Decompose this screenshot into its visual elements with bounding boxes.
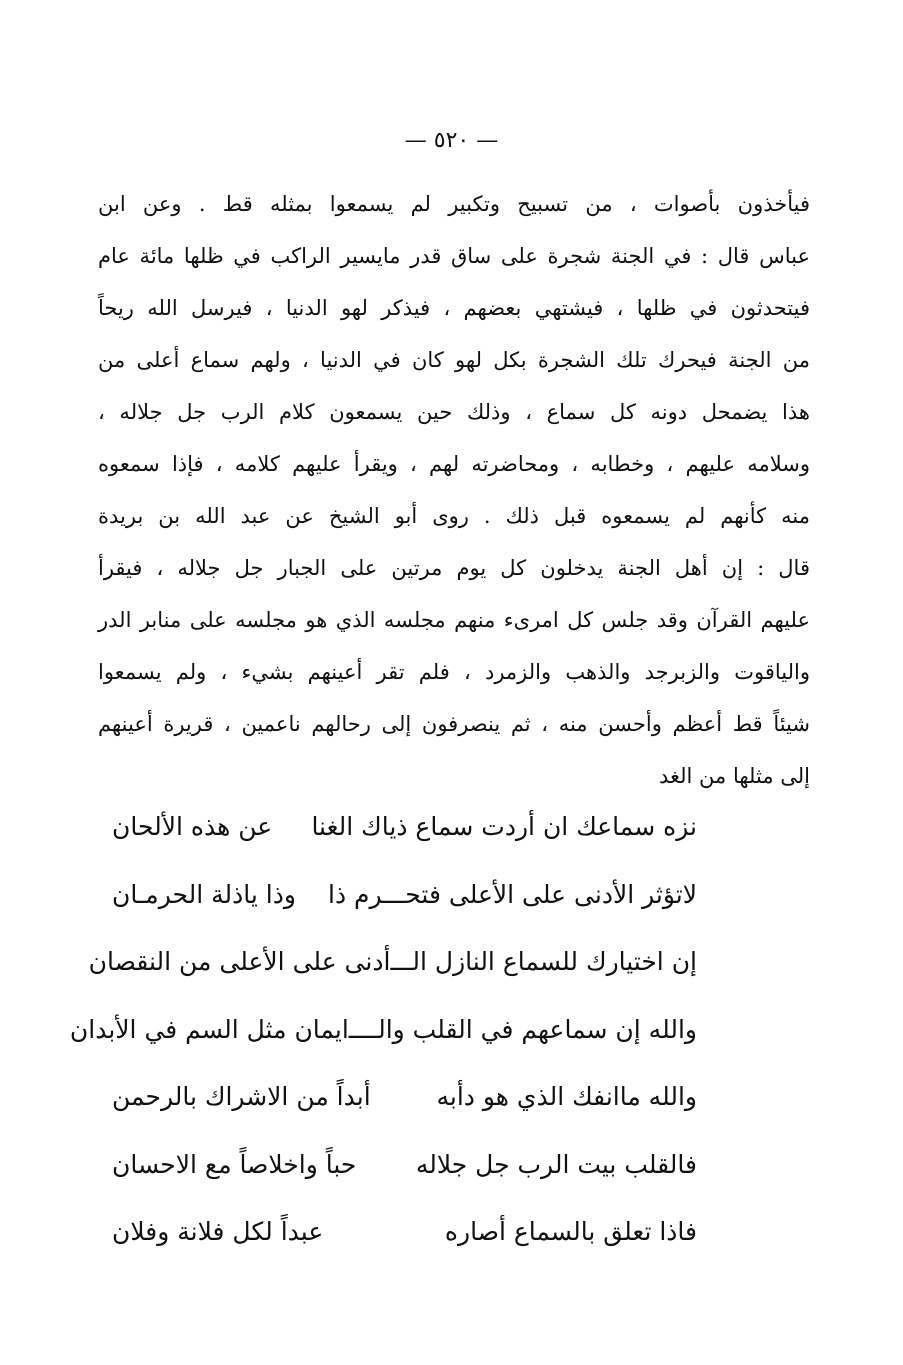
verse-first-hemistich: نزه سماعك ان أردت سماع ذياك الغنا: [311, 812, 697, 841]
prose-line: فيأخذون بأصوات ، من تسبيح وتكبير لم يسمعوا بمثله قط . وعن ابن: [98, 192, 810, 216]
verse-second-hemistich: ايمان مثل السم في الأبدان: [69, 1014, 349, 1044]
poem-verse: [112, 861, 697, 929]
verse-second-hemistich: عبداً لكل فلانة وفلان: [112, 1217, 324, 1246]
verse-first-hemistich: والله إن سماعهم في القلب والــــ: [348, 1014, 697, 1044]
verse-second-hemistich: أدنى على الأعلى من النقصان: [88, 947, 391, 976]
prose-line: منه كأنهم لم يسمعوه قبل ذلك . روى أبو الشيخ عن عبد الله بن بريدة: [98, 504, 810, 528]
prose-line: إلى مثلها من الغد: [659, 764, 810, 788]
poem-verse: [112, 793, 697, 861]
prose-line: والياقوت والزبرجد والذهب والزمرد ، فلم تقر أعينهم بشيء ، ولم يسمعوا: [98, 660, 810, 684]
poem-verse: [88, 928, 697, 996]
poem-verse: [112, 1063, 697, 1131]
prose-line: شيئاً قط أعظم وأحسن منه ، ثم ينصرفون إلى رحالهم ناعمين ، قريرة أعينهم: [98, 712, 810, 736]
poem-block: [69, 793, 697, 1266]
prose-line: قال : إن أهل الجنة يدخلون كل يوم مرتين على الجبار جل جلاله ، فيقرأ: [98, 556, 810, 580]
prose-line: عليهم القرآن وقد جلس كل امرىء منهم مجلسه الذي هو مجلسه على منابر الدر: [98, 608, 810, 632]
verse-first-hemistich: فالقلب بيت الرب جل جلاله: [415, 1149, 697, 1179]
prose-line: فيتحدثون في ظلها ، فيشتهي بعضهم ، فيذكر لهو الدنيا ، فيرسل الله ريحاً: [98, 296, 810, 320]
verse-second-hemistich: أبداً من الاشراك بالرحمن: [112, 1082, 371, 1111]
verse-first-hemistich: والله ماانفك الذي هو دأبه: [436, 1082, 697, 1111]
poem-verse: [112, 1198, 697, 1266]
verse-second-hemistich: حباً واخلاصاً مع الاحسان: [112, 1149, 357, 1179]
prose-block: [98, 178, 810, 802]
prose-line: وسلامه عليهم ، وخطابه ، ومحاضرته لهم ، ويقرأ عليهم كلامه ، فإذا سمعوه: [98, 452, 810, 476]
verse-first-hemistich: لاتؤثر الأدنى على الأعلى فتحـــرم ذا: [328, 879, 697, 909]
verse-second-hemistich: وذا ياذلة الحرمـان: [112, 879, 296, 909]
prose-line: من الجنة فيحرك تلك الشجرة بكل لهو كان في الدنيا ، ولهم سماع أعلى من: [98, 348, 810, 372]
page-number: — ٥٢٠ —: [404, 128, 499, 153]
verse-first-hemistich: إن اختيارك للسماع النازل الـــ: [390, 947, 697, 976]
verse-second-hemistich: عن هذه الألحان: [112, 812, 273, 841]
prose-line: هذا يضمحل دونه كل سماع ، وذلك حين يسمعون كلام الرب جل جلاله ،: [98, 400, 810, 424]
poem-verse: [112, 1131, 697, 1199]
poem-verse: [69, 996, 697, 1064]
prose-line: عباس قال : في الجنة شجرة على ساق قدر مايسير الراكب في ظلها مائة عام: [98, 244, 810, 268]
verse-first-hemistich: فاذا تعلق بالسماع أصاره: [444, 1217, 697, 1246]
